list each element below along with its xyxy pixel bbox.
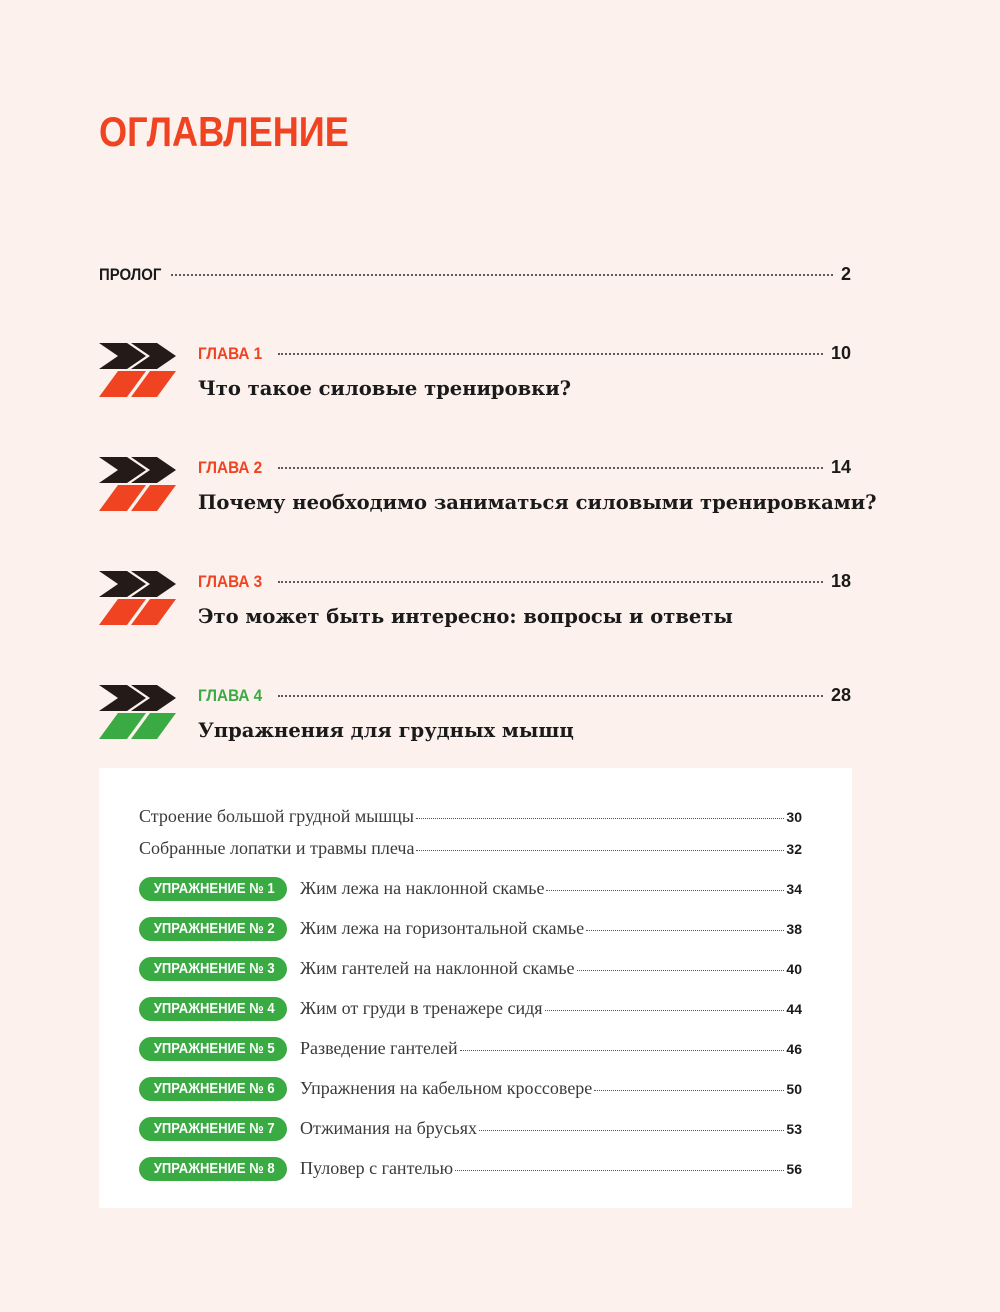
chevron-arrows-icon bbox=[99, 685, 179, 743]
toc-exercise-7[interactable] bbox=[139, 1118, 802, 1144]
entry-text: Жим от груди в тренажере сидя bbox=[300, 998, 543, 1018]
toc-chapter-2[interactable] bbox=[99, 457, 877, 527]
exercise-badge: УПРАЖНЕНИЕ № 5 bbox=[139, 1037, 287, 1061]
dot-leader bbox=[416, 850, 784, 851]
entry-page: 34 bbox=[786, 881, 802, 897]
entry-page: 56 bbox=[786, 1161, 802, 1177]
chapter-page: 18 bbox=[830, 571, 851, 591]
dot-leader bbox=[545, 1010, 785, 1011]
chapter-title: Это может быть интересно: вопросы и ответы bbox=[198, 605, 733, 628]
dot-leader bbox=[577, 970, 785, 971]
toc-exercise-4[interactable] bbox=[139, 998, 802, 1024]
entry-text: Отжимания на брусьях bbox=[300, 1118, 477, 1138]
exercise-badge: УПРАЖНЕНИЕ № 3 bbox=[139, 957, 287, 981]
chevron-arrows-icon bbox=[99, 343, 179, 401]
exercise-badge: УПРАЖНЕНИЕ № 6 bbox=[139, 1077, 287, 1101]
chapter-page: 14 bbox=[830, 457, 851, 477]
dot-leader bbox=[278, 581, 823, 583]
entry-text: Собранные лопатки и травмы плеча bbox=[139, 838, 415, 858]
entry-text: Пуловер с гантелью bbox=[300, 1158, 454, 1178]
exercise-badge: УПРАЖНЕНИЕ № 4 bbox=[139, 997, 287, 1021]
exercise-badge: УПРАЖНЕНИЕ № 8 bbox=[139, 1157, 287, 1181]
chapter-page: 28 bbox=[830, 685, 851, 705]
toc-prolog[interactable] bbox=[99, 264, 851, 285]
chapter-label: ГЛАВА 3 bbox=[198, 572, 263, 591]
dot-leader bbox=[546, 890, 784, 891]
entry-page: 40 bbox=[786, 961, 802, 977]
toc-entry[interactable] bbox=[139, 806, 802, 832]
dot-leader bbox=[455, 1170, 784, 1171]
toc-exercise-8[interactable] bbox=[139, 1158, 802, 1184]
chapter-page: 10 bbox=[830, 343, 851, 363]
toc-exercise-2[interactable] bbox=[139, 918, 802, 944]
toc-exercise-1[interactable] bbox=[139, 878, 802, 904]
entry-page: 50 bbox=[786, 1081, 802, 1097]
entry-page: 44 bbox=[786, 1001, 802, 1017]
entry-page: 38 bbox=[786, 921, 802, 937]
toc-exercise-5[interactable] bbox=[139, 1038, 802, 1064]
chapter-title: Что такое силовые тренировки? bbox=[198, 377, 572, 400]
toc-entry[interactable] bbox=[139, 838, 802, 864]
entry-text: Жим гантелей на наклонной скамье bbox=[300, 958, 575, 978]
dot-leader bbox=[171, 274, 833, 276]
entry-text: Жим лежа на горизонтальной скамье bbox=[300, 918, 585, 938]
toc-exercise-6[interactable] bbox=[139, 1078, 802, 1104]
entry-text: Разведение гантелей bbox=[300, 1038, 458, 1058]
exercise-badge: УПРАЖНЕНИЕ № 1 bbox=[139, 877, 287, 901]
dot-leader bbox=[479, 1130, 784, 1131]
chevron-arrows-icon bbox=[99, 457, 179, 515]
entry-text: Упражнения на кабельном кроссовере bbox=[300, 1078, 593, 1098]
toc-chapter-3[interactable] bbox=[99, 571, 851, 641]
chapter-label: ГЛАВА 2 bbox=[198, 458, 263, 477]
chapter-4-contents-panel bbox=[99, 768, 852, 1208]
chapter-title: Почему необходимо заниматься силовыми тренировками? bbox=[198, 491, 877, 514]
entry-text: Жим лежа на наклонной скамье bbox=[300, 878, 545, 898]
prolog-page: 2 bbox=[840, 264, 851, 284]
entry-page: 53 bbox=[786, 1121, 802, 1137]
chapter-title: Упражнения для грудных мышц bbox=[198, 719, 574, 742]
toc-exercise-3[interactable] bbox=[139, 958, 802, 984]
dot-leader bbox=[278, 353, 823, 355]
prolog-label: ПРОЛОГ bbox=[99, 265, 162, 284]
dot-leader bbox=[278, 467, 823, 469]
exercise-badge: УПРАЖНЕНИЕ № 2 bbox=[139, 917, 287, 941]
entry-text: Строение большой грудной мышцы bbox=[139, 806, 414, 826]
dot-leader bbox=[416, 818, 784, 819]
entry-page: 46 bbox=[786, 1041, 802, 1057]
entry-page: 30 bbox=[786, 809, 802, 825]
toc-chapter-1[interactable] bbox=[99, 343, 851, 413]
chapter-label: ГЛАВА 4 bbox=[198, 686, 263, 705]
dot-leader bbox=[460, 1050, 785, 1051]
chevron-arrows-icon bbox=[99, 571, 179, 629]
dot-leader bbox=[594, 1090, 784, 1091]
exercise-badge: УПРАЖНЕНИЕ № 7 bbox=[139, 1117, 287, 1141]
page-title: ОГЛАВЛЕНИЕ bbox=[99, 108, 349, 155]
dot-leader bbox=[278, 695, 823, 697]
chapter-label: ГЛАВА 1 bbox=[198, 344, 263, 363]
dot-leader bbox=[586, 930, 784, 931]
entry-page: 32 bbox=[786, 841, 802, 857]
toc-chapter-4[interactable] bbox=[99, 685, 851, 755]
